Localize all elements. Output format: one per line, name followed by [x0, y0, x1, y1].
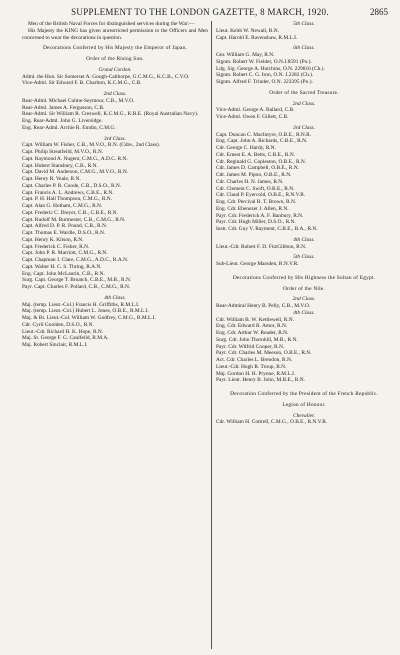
st-second-class-heading: 2nd Class.: [292, 100, 316, 107]
page-number: 2865: [370, 7, 388, 17]
grand-cordon-list: [22, 74, 208, 88]
list-item: Lieut.-Cdr. Hugh R. Troup, R.N.: [216, 363, 287, 370]
order-nile-heading: Order of the Nile.: [283, 285, 325, 292]
list-item: Lieut.-Cdr. Robert F. D. FitzGibbon, R.N.: [216, 243, 307, 250]
right-column: [216, 21, 392, 426]
japan-decorations-heading: Decorations Conferred by His Majesty the Emperor of Japan.: [42, 45, 188, 52]
list-item: Cdr. Cyril Goolden, D.S.O., R.N.: [22, 321, 94, 328]
list-item: Payr. Cdr. Wilfrid Cooper, R.N.: [216, 343, 285, 350]
list-item: Act. Cdr. Charles L. Brendon, R.N.: [216, 357, 293, 363]
list-item: Capt. Thomas E. Wardle, D.S.O., R.N.: [22, 230, 106, 236]
fifth-class-list: [216, 28, 392, 42]
chevalier-list: [216, 419, 392, 426]
list-item: Lieut.-Cdr. Richard H. K. Hope, R.N.: [22, 328, 104, 335]
list-item: Cdr. James D. Campbell, O.B.E., R.N.: [216, 165, 299, 172]
grand-cordon-heading: Grand Cordon.: [98, 66, 132, 73]
st-fourth-class-list: [216, 244, 392, 251]
list-item: Capt. Raymond A. Nugent, C.M.G., A.D.C. R.N.: [22, 155, 128, 162]
list-item: Capt. William W. Fisher, C.B., M.V.O., R.N. (Cdre., 2nd Class).: [22, 142, 161, 149]
list-item: Capt. Frederick C. Fisher, R.N.: [22, 243, 90, 250]
st-fourth-class-heading: 4th Class.: [293, 236, 315, 243]
list-item: Maj. Robert Sinclair, R.M.L.I.: [22, 342, 88, 348]
nile-fourth-class-list: [216, 317, 392, 385]
st-second-class-list: [216, 107, 392, 121]
list-item: Signm. Robert C. G. Iron, O.N. J.2282 (Ch.).: [216, 72, 314, 79]
list-item: Gnr. William G. May, R.N.: [216, 52, 275, 58]
list-item: Rear-Adml. Sir William R. Creswell, K.C.M.G., K.B.E. (Royal Australian Navy).: [22, 111, 199, 118]
legion-of-honour-heading: Legion of Honour.: [282, 401, 326, 408]
list-item: Maj. (temp. Lieut.-Col.) Hubert L. Jones, O.B.E., R.M.L.I.: [22, 308, 149, 315]
list-item: Capt. John P. R. Marriott, C.M.G., R.N.: [22, 250, 108, 257]
list-item: Cdr. Ernest E. A. Betts, C.B.E., R.N.: [216, 151, 296, 158]
list-item: Capt. Alfred D. P. R. Pound, C.B., R.N.: [22, 223, 108, 230]
list-item: Eng. Capt. John McLaurin, C.B., R.N.: [22, 270, 105, 277]
list-item: Maj. St. George F. G. Caulfeild, R.M.A.: [22, 335, 109, 342]
list-item: Rear-Adml. James A. Fergusson, C.B.: [22, 104, 105, 111]
st-third-class-heading: 3rd Class.: [293, 124, 315, 131]
permission-paragraph: His Majesty the KING has given unrestricted permission to the Officers and Men concerned to wear the decorations in question.: [22, 27, 208, 41]
france-decoration-heading: Decoration Conferred by the President of the French Republic.: [230, 391, 378, 397]
list-item: Capt. Frederic C. Dreyer, C.B., C.B.E., R.N.: [22, 209, 118, 216]
list-item: Capt. Hubert Stansbury, C.B., R.N.: [22, 162, 98, 169]
list-item: Capt. David M. Anderson, C.M.G., M.V.O., R.N.: [22, 169, 129, 176]
list-item: Maj. (temp. Lieut.-Col.) Francis H. Griffiths, R.M.L.I.: [22, 301, 140, 308]
list-item: Capt. Harold E. Ravenshaw, R.M.L.I.: [216, 34, 298, 41]
st-third-class-list: [216, 132, 392, 233]
list-item: Eng. Cdr. Edward R. Amor, R.N.: [216, 323, 288, 330]
third-class-heading: 3rd Class.: [104, 135, 126, 142]
list-item: Surg. Capt. George T. Broatch, C.B.E., M.B., R.N.: [22, 277, 132, 284]
list-item: Capt. Alan G. Hotham, C.M.G., R.N.: [22, 203, 103, 209]
third-class-list: [22, 142, 208, 291]
list-item: Eng. Capt. John A. Richards, C.B.E., R.N.: [216, 138, 308, 145]
st-fifth-class-list: [216, 261, 392, 268]
list-item: Rear-Adml. Michael Culme-Seymour, C.B., M.V.O.: [22, 97, 135, 104]
fifth-class-heading: 5th Class.: [293, 21, 315, 27]
egypt-decorations-heading: Decorations Conferred by His Highness the Sultan of Egypt.: [232, 274, 376, 281]
list-item: Capt. P. H. Hall Thompson, C.M.G., R.N.: [22, 196, 113, 203]
gazette-title: SUPPLEMENT TO THE LONDON GAZETTE, 8 MARCH, 1920.: [71, 7, 329, 17]
list-item: Signm. Alfred F. Trinder, O.N. 223395 (Po.).: [216, 79, 313, 85]
list-item: Ldg. Sig. George A. Hutchins, O.N. 229816 (Ch.).: [216, 65, 325, 72]
list-item: Surg. Cdr. John Thornhill, M.B., R.N.: [216, 336, 298, 343]
list-item: Sub-Lieut. George Marsden, R.N.V.R.: [216, 261, 299, 267]
fourth-class-heading: 4th Class.: [104, 294, 126, 301]
chevalier-heading: Chevalier.: [292, 412, 315, 419]
nile-second-class-list: [216, 303, 392, 310]
list-item: Cdr. Clement C. Swift, O.B.E., R.N.: [216, 185, 295, 192]
list-item: Signm. Robert W. Fielder, O.N.J.8591 (Po.).: [216, 58, 312, 65]
list-item: Cdr. William B. W. Kettlewell, R.N.: [216, 316, 294, 323]
list-item: Capt. Duncan C. MacIntyre, O.B.E., R.N.R.: [216, 131, 312, 138]
list-item: Capt. Rudolf M. Burmester, C.B., C.M.G., R.N.: [22, 216, 126, 223]
list-item: Lieut. Keith W. Newall, R.N.: [216, 27, 280, 34]
list-item: Eng. Cdr. Percival R. T. Brown, R.N.: [216, 199, 297, 205]
list-item: Vice-Adml. Owen F. Gillett, C.B.: [216, 114, 289, 120]
second-class-heading: 2nd Class.: [103, 91, 127, 97]
list-item: Maj. Gordon H. H. Prynne, R.M.L.I.: [216, 370, 296, 377]
list-item: Maj. & Bt. Lieut.-Col. William W. Godfrey, C.M.G., R.M.L.I.: [22, 315, 156, 321]
left-column: [22, 21, 208, 349]
st-fifth-class-heading: 5th Class.: [293, 254, 315, 261]
fourth-class-list: [22, 302, 208, 349]
page-header: [0, 6, 400, 18]
second-class-list: [22, 98, 208, 132]
list-item: Capt. Henry R. Veale, R.N.: [22, 176, 81, 182]
nile-fourth-class-heading: 4th Class.: [293, 309, 315, 316]
list-item: Eng. Rear-Adml. Archie R. Emdin, C.M.G.: [22, 124, 116, 131]
column-divider: [211, 21, 212, 649]
list-item: Vice-Adml. Sir Edward F. B. Charlton, K.C.M.G., C.B.: [22, 80, 142, 87]
list-item: Cdr. Claud P. Eyercold, O.B.E., R.N.V.R.: [216, 192, 306, 199]
list-item: Cdr. George C. Hardy, R.N.: [216, 145, 276, 151]
list-item: Instr. Cdr. Guy V. Rayment, C.B.E., B.A., R.N.: [216, 226, 318, 232]
list-item: Capt. Henry K. Kitson, R.N.: [22, 236, 84, 243]
list-item: Cdr. Reginald G. Copleston, O.B.E., R.N.: [216, 158, 307, 165]
list-item: Cdr. James M. Pipon, O.B.E., R.N.: [216, 172, 292, 178]
list-item: Payr. Cdr. Frederick A. F. Banbury, R.N.: [216, 212, 304, 219]
list-item: Vice-Adml. George A. Ballard, C.B.: [216, 107, 295, 114]
list-item: Cdr. Charles H. N. James, R.N.: [216, 178, 284, 185]
list-item: Capt. Walter H. C. S. Thring, R.A.N.: [22, 263, 102, 270]
list-item: Capt. Philip Streatfeild, M.V.O., R.N.: [22, 149, 104, 155]
list-item: Eng. Rear-Adml. John G. Liversidge.: [22, 118, 103, 124]
list-item: Capt. Francis A. L. Andrews, C.B.E., R.N.: [22, 189, 114, 196]
sixth-class-heading: 6th Class.: [293, 45, 315, 52]
nile-second-class-heading: 2nd Class.: [292, 296, 316, 303]
order-rising-sun-heading: Order of the Rising Sun.: [86, 56, 144, 62]
sixth-class-list: [216, 52, 392, 86]
list-item: Payr. Cdr. Hugh Miller, D.S.O., R.N.: [216, 219, 296, 226]
list-item: Adml. the Hon. Sir Somerset A. Gough-Calthorpe, G.C.M.G., K.C.B., C.V.O.: [22, 73, 190, 80]
list-item: Eng. Cdr. Arthur W. Reader, R.N.: [216, 330, 289, 336]
intro-paragraph: Men of the British Naval Forces for distinguished services during the War:—: [28, 21, 195, 27]
list-item: Eng. Cdr. Ebenezer J. Allen, R.N.: [216, 205, 289, 212]
list-item: Capt. Chapman J. Clare, C.M.G., A.D.C., R.A.N.: [22, 257, 129, 263]
list-item: Capt. Charles P. R. Coode, C.B., D.S.O., R.N.: [22, 182, 122, 189]
list-item: Payr. Capt. Charles F. Pollard, C.B., C.M.G., R.N.: [22, 284, 131, 290]
list-item: Rear-Admiral Henry B. Pelly, C.B., M.V.O.: [216, 303, 311, 309]
list-item: Payr. Cdr. Charles M. Meeson, O.B.E., R.N.: [216, 350, 312, 357]
order-sacred-treasure-heading: Order of the Sacred Treasure.: [269, 89, 339, 96]
list-item: Payr. Lieut. Henry B. John, M.B.E., R.N.: [216, 377, 305, 384]
list-item: Cdr. William H. Cottrell, C.M.G., O.B.E., R.N.V.R.: [216, 419, 328, 426]
